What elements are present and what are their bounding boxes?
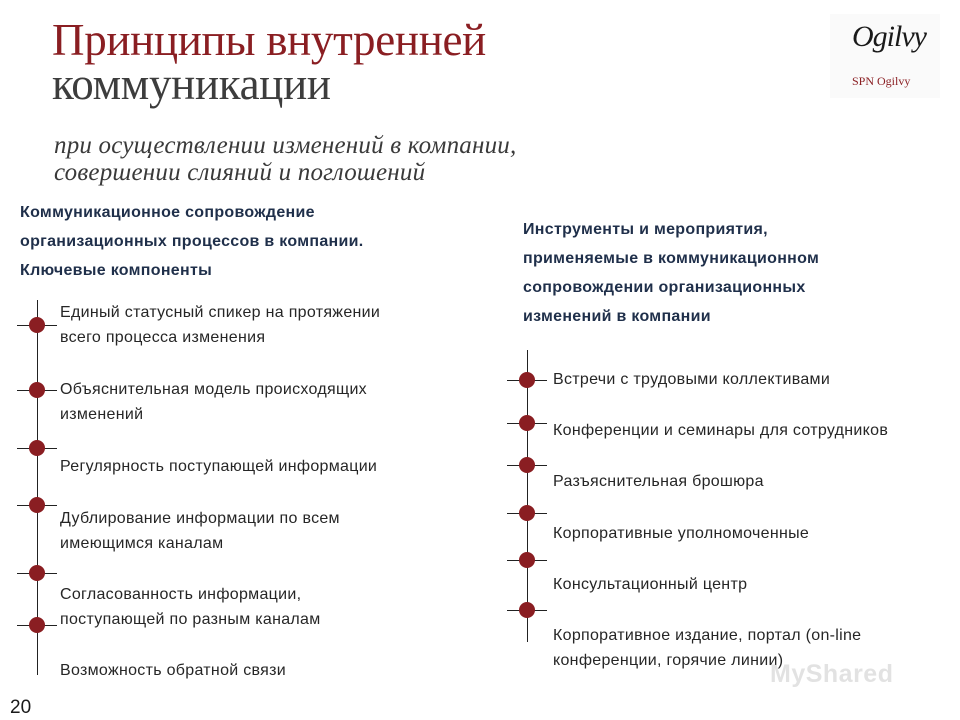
left-list-item <box>60 454 377 479</box>
item-line: Дублирование информации по всем <box>60 510 340 527</box>
right-list-item <box>553 521 809 546</box>
left-heading-line: Коммуникационное сопровождение <box>20 204 315 221</box>
left-list-item <box>60 658 286 683</box>
left-timeline-dot <box>29 565 45 581</box>
item-line: всего процесса изменения <box>60 329 266 346</box>
left-heading-line: Ключевые компоненты <box>20 262 213 279</box>
left-heading-line: организационных процессов в компании. <box>20 233 364 250</box>
right-heading-line: Инструменты и мероприятия, <box>523 221 768 238</box>
item-line: Возможность обратной связи <box>60 662 287 679</box>
left-timeline-dot <box>29 497 45 513</box>
left-list-item <box>60 377 367 427</box>
page-number: 20 <box>10 697 32 718</box>
left-list-item <box>60 506 340 556</box>
right-list-item <box>553 572 747 597</box>
item-line: Консультационный центр <box>553 576 748 593</box>
item-line: Регулярность поступающей информации <box>60 458 378 475</box>
right-heading-line: сопровождении организационных <box>523 279 806 296</box>
right-timeline-line <box>527 350 528 642</box>
item-line: Разъяснительная брошюра <box>553 473 764 490</box>
item-line: Корпоративные уполномоченные <box>553 525 810 542</box>
right-list-item <box>553 418 888 443</box>
left-timeline-dot <box>29 382 45 398</box>
right-timeline-dot <box>519 505 535 521</box>
left-timeline-dot <box>29 617 45 633</box>
right-heading-line: изменений в компании <box>523 308 711 325</box>
logo-brand: SPN Ogilvy <box>852 74 911 88</box>
right-timeline-dot <box>519 602 535 618</box>
item-line: Конференции и семинары для сотрудников <box>553 422 889 439</box>
right-timeline-dot <box>519 552 535 568</box>
right-heading-line: применяемые в коммуникационном <box>523 250 820 267</box>
item-line: Встречи с трудовыми коллективами <box>553 371 831 388</box>
item-line: Корпоративное издание, портал (on-line <box>553 627 862 644</box>
title-line-1: Принципы внутренней <box>52 15 486 65</box>
item-line: Объяснительная модель происходящих <box>60 381 367 398</box>
title-line-2: коммуникации <box>52 59 331 109</box>
right-timeline-dot <box>519 415 535 431</box>
slide-title <box>52 15 772 109</box>
right-timeline-dot <box>519 372 535 388</box>
item-line: Согласованность информации, <box>60 586 302 603</box>
item-line: имеющимся каналам <box>60 535 224 552</box>
left-timeline-dot <box>29 440 45 456</box>
item-line: конференции, горячие линии) <box>553 652 784 669</box>
slide-subtitle <box>54 132 674 186</box>
subtitle-line-1: при осуществлении изменений в компании, <box>54 132 517 159</box>
right-column-heading <box>523 215 943 331</box>
left-timeline-dot <box>29 317 45 333</box>
left-column-heading <box>20 198 480 285</box>
subtitle-line-2: совершении слияний и поглошений <box>54 159 426 186</box>
left-list-item <box>60 300 380 350</box>
logo-signature: Ogilvy <box>852 20 926 53</box>
right-timeline-dot <box>519 457 535 473</box>
right-list-item <box>553 367 830 392</box>
item-line: изменений <box>60 406 144 423</box>
ogilvy-logo <box>830 14 940 98</box>
item-line: Единый статусный спикер на протяжении <box>60 304 381 321</box>
right-list-item <box>553 469 764 494</box>
left-list-item <box>60 582 321 632</box>
item-line: поступающей по разным каналам <box>60 611 321 628</box>
watermark-text: MyShared <box>770 660 894 688</box>
